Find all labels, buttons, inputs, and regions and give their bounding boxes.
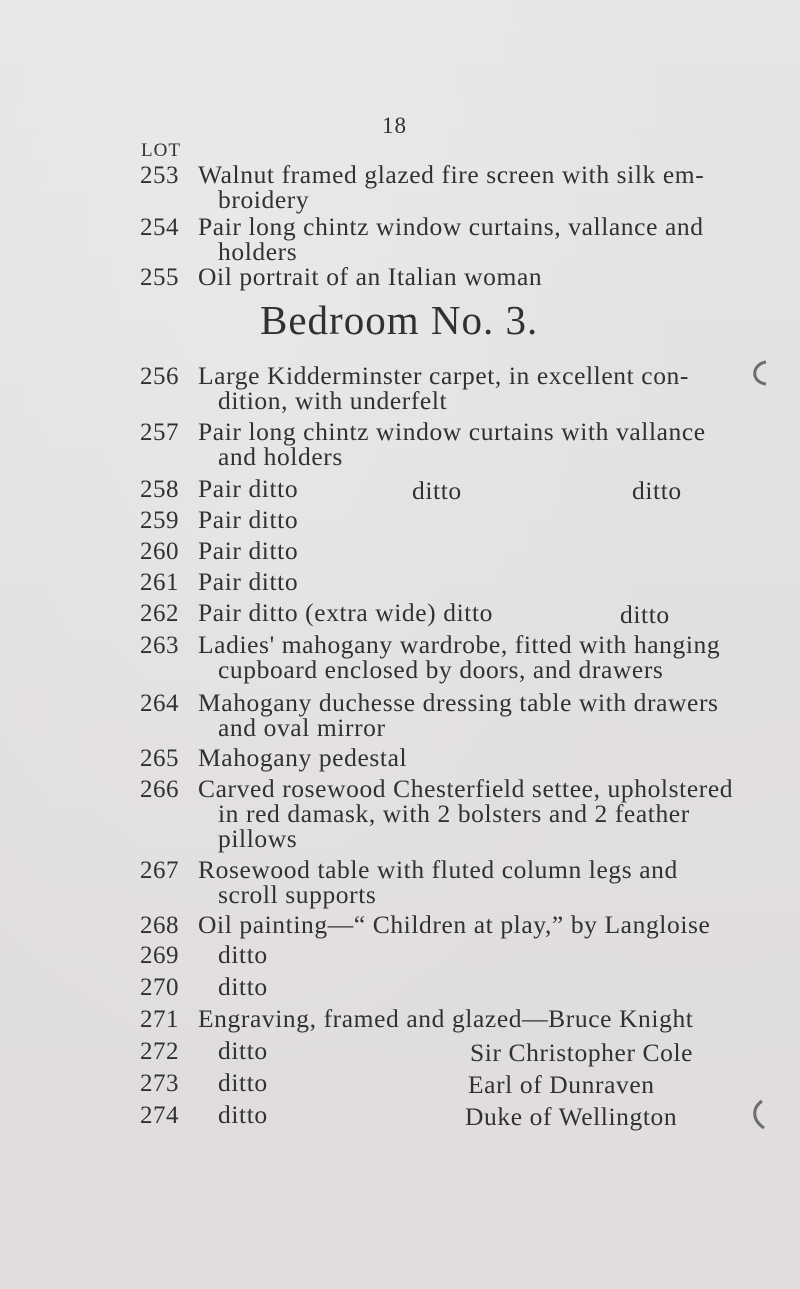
lot-line: Ladies' mahogany wardrobe, fitted with hanging	[198, 630, 721, 659]
lot-line: ditto	[218, 1068, 268, 1097]
lot-line: scroll supports	[218, 880, 377, 909]
ditto-subject: Earl of Dunraven	[468, 1070, 655, 1099]
lot-description	[198, 690, 718, 740]
lot-number: 269	[140, 942, 179, 969]
lot-number: 253	[140, 162, 179, 189]
lot-number: 272	[140, 1038, 179, 1065]
lot-description	[198, 162, 718, 212]
lot-line: Carved rosewood Chesterfield settee, upholstered	[198, 774, 734, 803]
lot-number: 259	[140, 507, 179, 534]
lot-line: Oil painting—“ Children at play,” by Langloise	[198, 910, 711, 939]
lot-line: Mahogany pedestal	[198, 743, 408, 772]
ditto-column-2: ditto	[412, 476, 462, 505]
lot-number: 264	[140, 690, 179, 717]
lot-number: 263	[140, 632, 179, 659]
lot-number: 262	[140, 600, 179, 627]
lot-number: 266	[140, 776, 179, 803]
lot-description	[198, 774, 734, 853]
lot-description	[198, 974, 738, 999]
lot-number: 267	[140, 857, 179, 884]
lot-line: ditto	[218, 1100, 268, 1129]
lot-line: ditto	[218, 1036, 268, 1065]
lot-line: dition, with underfelt	[218, 386, 448, 415]
lot-description	[198, 630, 721, 684]
lot-line: Pair ditto (extra wide) ditto	[198, 598, 493, 627]
lot-line: ditto	[218, 972, 268, 1001]
lot-line: pillows	[218, 824, 298, 853]
lot-number: 270	[140, 974, 179, 1001]
lot-number: 256	[140, 363, 179, 390]
lot-description	[198, 538, 718, 563]
lot-description	[198, 419, 718, 469]
section-heading: Bedroom No. 3.	[260, 297, 539, 343]
ditto-subject: Duke of Wellington	[465, 1102, 678, 1131]
lot-number: 255	[140, 264, 179, 291]
ditto-column-3: ditto	[620, 600, 670, 629]
lot-description	[198, 264, 718, 289]
lot-line: Pair ditto	[198, 474, 299, 503]
lot-description	[198, 214, 718, 264]
lot-line: Oil portrait of an Italian woman	[198, 262, 543, 291]
lot-line: Pair long chintz window curtains, vallance and	[198, 212, 704, 241]
lot-description	[198, 857, 718, 907]
lot-line: ditto	[218, 940, 268, 969]
margin-bracket-mark	[746, 358, 772, 388]
lot-line: Pair ditto	[198, 567, 299, 596]
lot-line: Rosewood table with fluted column legs and	[198, 855, 678, 884]
lot-number: 271	[140, 1006, 179, 1033]
lot-line: Pair ditto	[198, 505, 299, 534]
lot-description	[198, 942, 738, 967]
lot-line: broidery	[218, 185, 310, 214]
lot-number: 254	[140, 214, 179, 241]
page-number: 18	[382, 113, 407, 138]
ditto-subject: Sir Christopher Cole	[470, 1038, 694, 1067]
lot-line: Mahogany duchesse dressing table with drawers	[198, 688, 719, 717]
lot-column-header: LOT	[141, 140, 181, 161]
lot-number: 268	[140, 912, 179, 939]
lot-line: and holders	[218, 442, 343, 471]
lot-description	[198, 912, 718, 937]
lot-number: 257	[140, 419, 179, 446]
lot-description	[198, 1006, 718, 1031]
lot-line: Engraving, framed and glazed—Bruce Knight	[198, 1004, 694, 1033]
lot-line: and oval mirror	[218, 713, 386, 742]
lot-line: Pair long chintz window curtains with vallance	[198, 417, 706, 446]
lot-number: 261	[140, 569, 179, 596]
lot-description	[198, 507, 718, 532]
lot-number: 265	[140, 745, 179, 772]
lot-line: Pair ditto	[198, 536, 299, 565]
lot-number: 260	[140, 538, 179, 565]
lot-description	[198, 363, 718, 413]
lot-description	[198, 745, 718, 770]
lot-number: 273	[140, 1070, 179, 1097]
lot-line: holders	[218, 237, 298, 266]
margin-bracket-mark	[744, 1098, 770, 1132]
lot-line: Large Kidderminster carpet, in excellent con-	[198, 361, 689, 390]
lot-number: 258	[140, 476, 179, 503]
ditto-column-3: ditto	[632, 476, 682, 505]
lot-line: in red damask, with 2 bolsters and 2 feather	[218, 799, 690, 828]
lot-line: cupboard enclosed by doors, and drawers	[218, 655, 664, 684]
lot-number: 274	[140, 1102, 179, 1129]
lot-line: Walnut framed glazed fire screen with silk em-	[198, 160, 705, 189]
lot-description	[198, 569, 718, 594]
